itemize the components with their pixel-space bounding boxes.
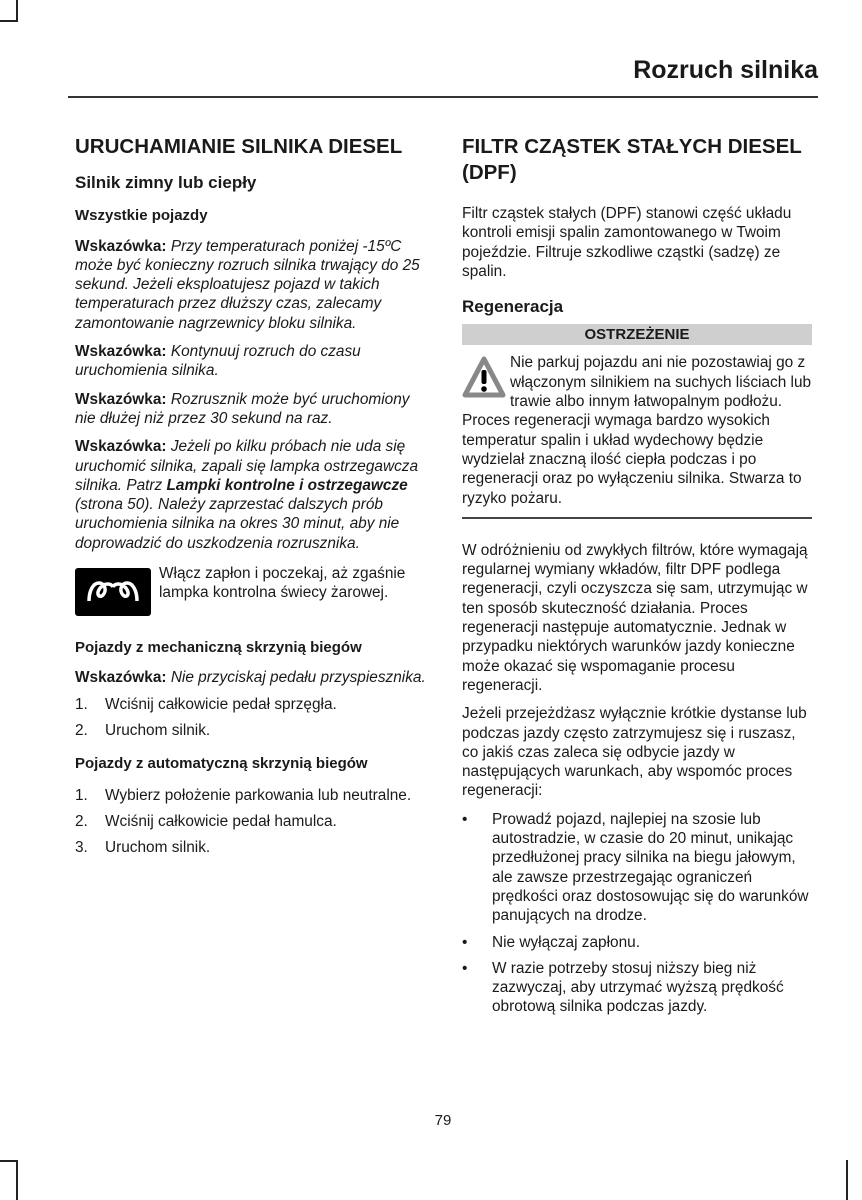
body-paragraph: W odróżnieniu od zwykłych filtrów, które wymagają regularnej wymiany wkładów, filtr DPF podlega regeneracji, czyli oczyszcza się sam, utrzymując w ten sposób skuteczność działania. Proces regeneracji następuje automatycznie. Jednak w przypadku niektórych warunków jazdy konieczne może okazać się wspomaganie procesu regeneracji. xyxy=(462,541,808,694)
list-item: • W razie potrzeby stosuj niższy bieg niż zazwyczaj, aby utrzymać wyższą prędkość obrotową silnika podczas jazdy. xyxy=(462,959,784,1016)
crop-mark xyxy=(846,1160,848,1200)
note-paragraph: Wskazówka: Nie przyciskaj pedału przyspiesznika. xyxy=(75,669,426,687)
bullet-list xyxy=(462,810,814,1017)
header-rule xyxy=(68,96,818,98)
page-title: Rozruch silnika xyxy=(633,56,818,84)
list-item: • Prowadź pojazd, najlepiej na szosie lub autostradzie, w czasie do 20 minut, unikając przedłużonej pracy silnika na biegu jałowym, ale zawsze przestrzegając ograniczeń prędkości oraz dostosowując się do warunków panujących na drodze. xyxy=(462,810,809,925)
section-heading: URUCHAMIANIE SILNIKA DIESEL xyxy=(75,135,403,158)
warning-text: Nie parkuj pojazdu ani nie pozostawiaj go z włączonym silnikiem na suchych liściach lub trawie albo innym łatwopalnym podłożu. Proces regeneracji wymaga bardzo wysokich temperatur spalin i układ wydechowy będzie wydzielał znaczną ilość ciepła podczas i po regeneracji oraz po wyłączeniu silnika. Stwarza to ryzyko pożaru. xyxy=(462,354,812,507)
subheading: Wszystkie pojazdy xyxy=(75,207,208,225)
list-item: 2. Wciśnij całkowicie pedał hamulca. xyxy=(75,812,337,830)
crop-mark xyxy=(16,1160,18,1200)
list-item: 1. Wciśnij całkowicie pedał sprzęgła. xyxy=(75,695,337,713)
intro-paragraph: Filtr cząstek stałych (DPF) stanowi część układu kontroli emisji spalin zamontowanego w Twoim pojeździe. Filtruje szkodliwe cząstki (sadzę) ze spalin. xyxy=(462,205,792,280)
note-paragraph: Wskazówka: Przy temperaturach poniżej -15ºC może być konieczny rozruch silnika trwający do 25 sekund. Jeżeli eksploatujesz pojazd w takich temperaturach przez dłuższy czas, zalecamy zamontowanie nagrzewnicy bloku silnika. xyxy=(75,237,420,332)
glow-plug-notice xyxy=(75,564,427,616)
crop-mark xyxy=(0,1160,18,1162)
crop-mark xyxy=(0,20,18,22)
list-item: 3. Uruchom silnik. xyxy=(75,839,211,857)
list-item: 2. Uruchom silnik. xyxy=(75,721,211,739)
subheading: Silnik zimny lub ciepły xyxy=(75,173,257,192)
warning-rule xyxy=(462,517,812,519)
cross-reference-link[interactable]: Lampki kontrolne i ostrzegawcze xyxy=(166,476,408,494)
list-item: • Nie wyłączaj zapłonu. xyxy=(462,933,640,951)
manual-steps-list xyxy=(75,695,427,741)
subheading: Pojazdy z automatyczną skrzynią biegów xyxy=(75,755,368,773)
note-paragraph: Wskazówka: Kontynuuj rozruch do czasu uruchomienia silnika. xyxy=(75,343,361,380)
subheading: Pojazdy z mechaniczną skrzynią biegów xyxy=(75,639,362,657)
note-paragraph: Wskazówka: Rozrusznik może być uruchomiony nie dłużej niż przez 30 sekund na raz. xyxy=(75,390,410,427)
note-paragraph: Wskazówka: Jeżeli po kilku próbach nie uda się uruchomić silnika, zapali się lampka ostrzegawcza silnika. Patrz Lampki kontrolne i ostrzegawcze (strona 50). Należy zaprzestać dalszych prób uruchomienia silnika na okres 30 minut, aby nie doprowadzić do uszkodzenia rozrusznika. xyxy=(75,438,419,552)
crop-mark xyxy=(16,0,18,22)
glow-plug-icon xyxy=(75,568,151,616)
auto-steps-list xyxy=(75,786,427,858)
section-heading: FILTR CZĄSTEK STAŁYCH DIESEL (DPF) xyxy=(462,135,802,184)
left-column xyxy=(75,134,427,857)
warning-box xyxy=(462,353,812,507)
list-item: 1. Wybierz położenie parkowania lub neutralne. xyxy=(75,786,412,804)
subheading: Regeneracja xyxy=(462,297,564,317)
warning-triangle-icon xyxy=(462,355,506,401)
page-number: 79 xyxy=(434,1112,452,1129)
right-column xyxy=(462,134,814,1017)
body-paragraph: Jeżeli przejeżdżasz wyłącznie krótkie dystanse lub podczas jazdy często zatrzymujesz się i ruszasz, co jakiś czas zaleca się odbycie jazdy w następujących warunkach, aby wspomóc proces regeneracji: xyxy=(462,705,807,800)
warning-header: OSTRZEŻENIE xyxy=(462,324,812,345)
glow-plug-text: Włącz zapłon i poczekaj, aż zgaśnie lampka kontrolna świecy żarowej. xyxy=(159,565,406,602)
